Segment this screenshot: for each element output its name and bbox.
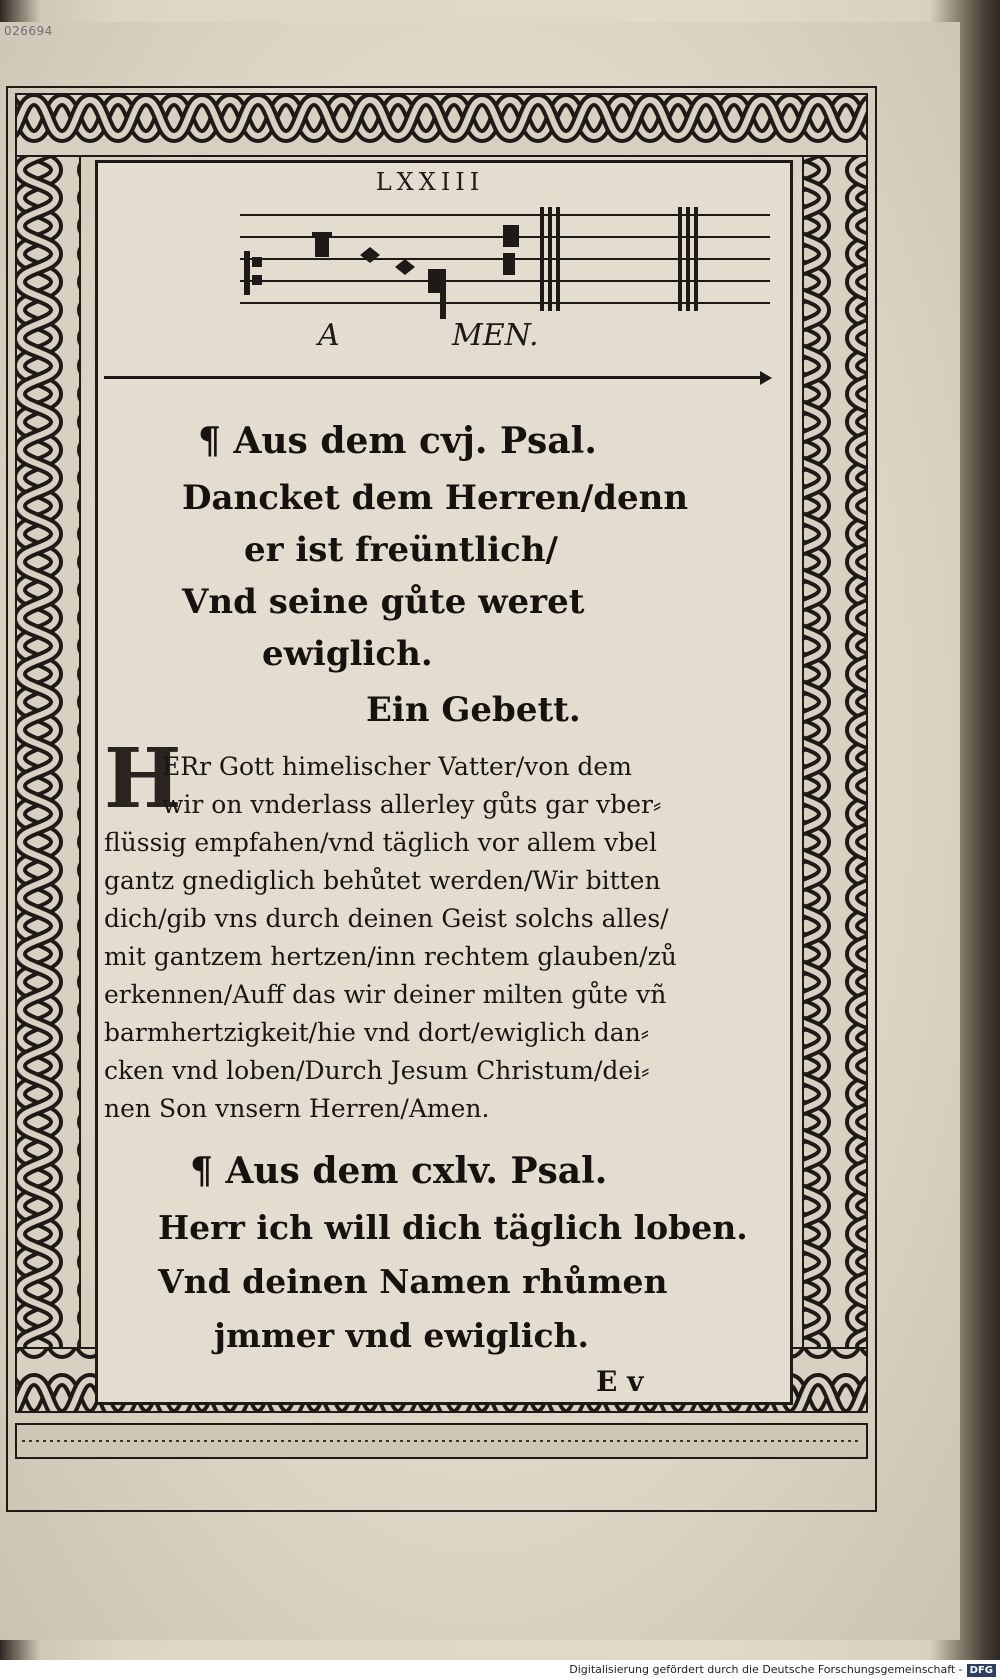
prayer-line: nen Son vnsern Herren/Amen. — [104, 1094, 490, 1123]
psalm-2-line: Herr ich will dich täglich loben. — [158, 1208, 748, 1247]
prayer-line: barmhertzigkeit/hie vnd dort/ewiglich dan⸗ — [104, 1018, 650, 1047]
divider-rule — [104, 376, 762, 379]
f-clef-icon — [244, 251, 262, 295]
prayer-line: cken vnd loben/Durch Jesum Christum/dei⸗ — [104, 1056, 650, 1085]
signature-mark: E v — [596, 1365, 644, 1398]
pilcrow-icon: ¶ — [190, 1150, 226, 1192]
prayer-line: erkennen/Auff das wir deiner milten gůte vñ — [104, 980, 667, 1009]
chant-notes — [312, 225, 519, 319]
prayer-heading: Ein Gebett. — [366, 690, 581, 730]
pilcrow-icon: ¶ — [198, 420, 234, 462]
digitization-footer — [0, 1660, 1000, 1679]
catalog-number: 026694 — [4, 24, 53, 38]
psalm-2-line: Vnd deinen Namen rhůmen — [158, 1262, 668, 1301]
psalm-2-line: jmmer vnd ewiglich. — [214, 1316, 590, 1355]
prayer-line: mit gantzem hertzen/inn rechtem glauben/zů — [104, 942, 677, 971]
psalm-1-heading: ¶ Aus dem cvj. Psal. — [198, 420, 597, 462]
music-staff — [240, 207, 770, 322]
prayer-line: ERr Gott himelischer Vatter/von dem — [162, 752, 632, 781]
psalm-2-heading: ¶ Aus dem cxlv. Psal. — [190, 1150, 608, 1192]
drop-cap-initial: H — [104, 731, 182, 827]
dfg-logo: DFG — [967, 1664, 996, 1677]
folio-number: LXXIII — [375, 168, 485, 196]
prayer-line: flüssig empfahen/vnd täglich vor allem vbel — [104, 828, 657, 857]
lyric-syllable-a: A — [318, 318, 340, 353]
psalm-1-line: er ist freüntlich/ — [244, 530, 558, 570]
prayer-line: gantz gnediglich behůtet werden/Wir bitten — [104, 866, 661, 895]
psalm-1-line: ewiglich. — [262, 634, 433, 674]
psalm-1-line: Vnd seine gůte weret — [182, 582, 585, 622]
lyric-syllable-men: MEN. — [452, 318, 539, 353]
prayer-line: wir on vnderlass allerley gůts gar vber⸗ — [162, 790, 662, 819]
arrow-icon — [760, 371, 772, 385]
footer-credit: Digitalisierung gefördert durch die Deutsche Forschungsgemeinschaft - — [569, 1663, 963, 1676]
prayer-line: dich/gib vns durch deinen Geist solchs alles/ — [104, 904, 669, 933]
psalm-1-line: Dancket dem Herren/denn — [182, 478, 689, 518]
